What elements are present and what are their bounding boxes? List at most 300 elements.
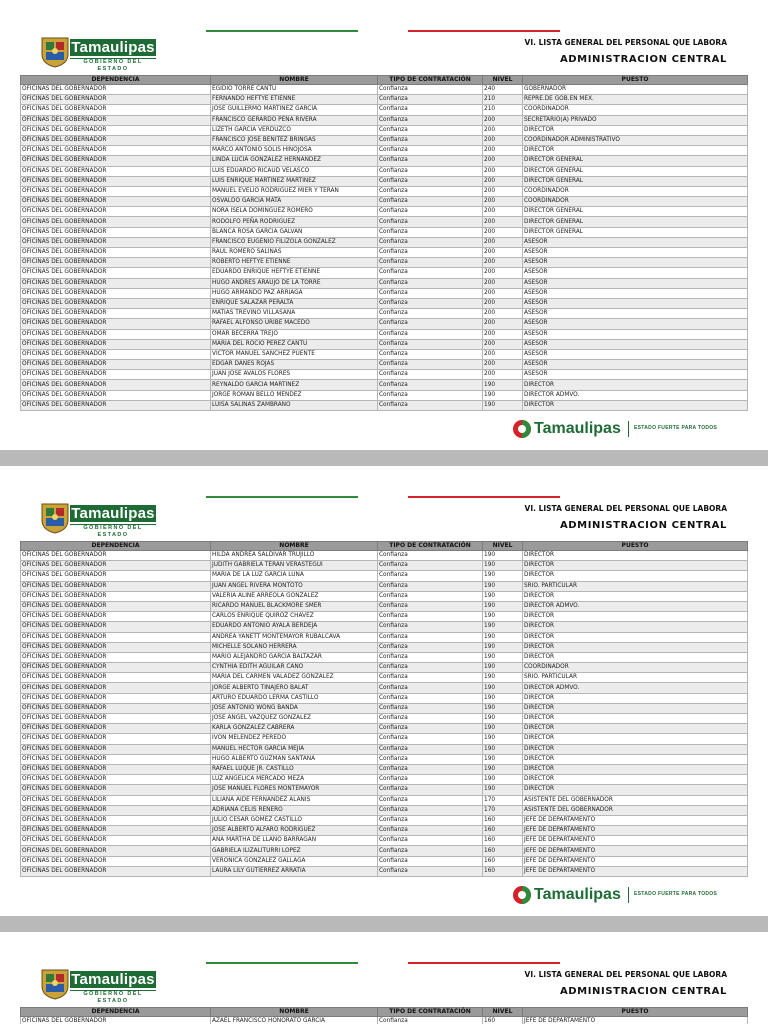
- cell-dependencia: OFICINAS DEL GOBERNADOR: [21, 85, 211, 95]
- cell-puesto: JEFE DE DEPARTAMENTO: [523, 826, 748, 836]
- cell-dependencia: OFICINAS DEL GOBERNADOR: [21, 176, 211, 186]
- table-header-row: [21, 76, 748, 85]
- col-header-tipo: TIPO DE CONTRATACIÓN: [378, 542, 483, 551]
- footer-tagline: ESTADO FUERTE PARA TODOS: [634, 425, 718, 431]
- cell-dependencia: OFICINAS DEL GOBERNADOR: [21, 370, 211, 380]
- cell-dependencia: OFICINAS DEL GOBERNADOR: [21, 693, 211, 703]
- cell-nivel: 190: [483, 754, 523, 764]
- cell-puesto: ASESOR: [523, 319, 748, 329]
- table-row: [21, 591, 748, 601]
- cell-puesto: ASESOR: [523, 298, 748, 308]
- cell-dependencia: OFICINAS DEL GOBERNADOR: [21, 826, 211, 836]
- cell-dependencia: OFICINAS DEL GOBERNADOR: [21, 612, 211, 622]
- cell-nombre: IVON MELENDEZ PEREDO: [211, 734, 378, 744]
- table-row: [21, 652, 748, 662]
- cell-nombre: FERNANDO HEFTYE ETIENNE: [211, 95, 378, 105]
- cell-nombre: LINDA LUCIA GONZALEZ HERNANDEZ: [211, 156, 378, 166]
- cell-puesto: DIRECTOR ADMVO.: [523, 601, 748, 611]
- cell-nivel: 190: [483, 612, 523, 622]
- tamaulipas-logo: [38, 36, 158, 70]
- cell-tipo: Confianza: [378, 1017, 483, 1024]
- table-row: [21, 714, 748, 724]
- cell-tipo: Confianza: [378, 642, 483, 652]
- cell-tipo: Confianza: [378, 370, 483, 380]
- cell-puesto: ASESOR: [523, 258, 748, 268]
- cell-tipo: Confianza: [378, 612, 483, 622]
- cell-nivel: 190: [483, 591, 523, 601]
- cell-dependencia: OFICINAS DEL GOBERNADOR: [21, 400, 211, 410]
- cell-nombre: LIZETH GARCIA VERDUZCO: [211, 125, 378, 135]
- cell-dependencia: OFICINAS DEL GOBERNADOR: [21, 775, 211, 785]
- cell-nombre: GABRIELA ILIZALITURRI LOPEZ: [211, 846, 378, 856]
- cell-tipo: Confianza: [378, 846, 483, 856]
- cell-tipo: Confianza: [378, 288, 483, 298]
- cell-puesto: COORDINADOR: [523, 105, 748, 115]
- table-row: [21, 734, 748, 744]
- cell-puesto: ASESOR: [523, 370, 748, 380]
- table-row: [21, 764, 748, 774]
- cell-tipo: Confianza: [378, 248, 483, 258]
- cell-tipo: Confianza: [378, 815, 483, 825]
- cell-nombre: MARIA DEL ROCIO PEREZ CANTU: [211, 339, 378, 349]
- cell-nombre: JORGE ALBERTO TINAJERO BALAT: [211, 683, 378, 693]
- table-row: [21, 1017, 748, 1024]
- brand-subtitle: GOBIERNO DEL ESTADO: [70, 524, 156, 532]
- cell-nivel: 190: [483, 693, 523, 703]
- footer-logo: [510, 418, 740, 442]
- table-row: [21, 197, 748, 207]
- cell-nombre: JULIO CESAR GOMEZ CASTILLO: [211, 815, 378, 825]
- cell-tipo: Confianza: [378, 125, 483, 135]
- cell-nivel: 160: [483, 866, 523, 876]
- cell-tipo: Confianza: [378, 360, 483, 370]
- cell-tipo: Confianza: [378, 714, 483, 724]
- cell-nivel: 190: [483, 683, 523, 693]
- cell-nombre: BLANCA ROSA GARCIA GALVAN: [211, 227, 378, 237]
- cell-nombre: ADRIANA CELIS RENERO: [211, 805, 378, 815]
- cell-dependencia: OFICINAS DEL GOBERNADOR: [21, 268, 211, 278]
- col-header-puesto: PUESTO: [523, 542, 748, 551]
- table-row: [21, 370, 748, 380]
- document-page-1: [0, 0, 768, 450]
- cell-puesto: SECRETARIO(A) PRIVADO: [523, 115, 748, 125]
- cell-nivel: 190: [483, 622, 523, 632]
- cell-nivel: 200: [483, 156, 523, 166]
- cell-nombre: RAFAEL ALFONSO URIBE MACEDO: [211, 319, 378, 329]
- table-row: [21, 703, 748, 713]
- table-row: [21, 693, 748, 703]
- col-header-dependencia: DEPENDENCIA: [21, 542, 211, 551]
- cell-dependencia: OFICINAS DEL GOBERNADOR: [21, 360, 211, 370]
- table-header-row: [21, 1008, 748, 1017]
- cell-nivel: 200: [483, 298, 523, 308]
- cell-puesto: DIRECTOR: [523, 744, 748, 754]
- table-row: [21, 390, 748, 400]
- brand-wordmark: Tamaulipas: [71, 39, 155, 56]
- cell-nivel: 200: [483, 197, 523, 207]
- cell-nivel: 190: [483, 380, 523, 390]
- cell-nivel: 200: [483, 207, 523, 217]
- cell-dependencia: OFICINAS DEL GOBERNADOR: [21, 248, 211, 258]
- cell-nombre: REYNALDO GARCIA MARTINEZ: [211, 380, 378, 390]
- table-row: [21, 339, 748, 349]
- cell-nombre: MARIO ALEJANDRO GARCIA BALTAZAR: [211, 652, 378, 662]
- personnel-table: [20, 75, 748, 411]
- cell-dependencia: OFICINAS DEL GOBERNADOR: [21, 217, 211, 227]
- cell-nivel: 190: [483, 703, 523, 713]
- cell-nombre: RICARDO MANUEL BLACKMORE SMER: [211, 601, 378, 611]
- green-stripe: [206, 496, 358, 498]
- cell-nombre: RAUL ROMERO SALINAS: [211, 248, 378, 258]
- cell-nombre: VERONICA GONZALEZ GALLAGA: [211, 856, 378, 866]
- table-row: [21, 95, 748, 105]
- cell-dependencia: OFICINAS DEL GOBERNADOR: [21, 349, 211, 359]
- col-header-nombre: NOMBRE: [211, 542, 378, 551]
- list-title: VI. LISTA GENERAL DEL PERSONAL QUE LABORA: [524, 970, 727, 979]
- cell-tipo: Confianza: [378, 207, 483, 217]
- cell-tipo: Confianza: [378, 703, 483, 713]
- cell-dependencia: OFICINAS DEL GOBERNADOR: [21, 734, 211, 744]
- brand-wordmark: Tamaulipas: [71, 971, 155, 988]
- list-title: VI. LISTA GENERAL DEL PERSONAL QUE LABORA: [524, 38, 727, 47]
- cell-tipo: Confianza: [378, 663, 483, 673]
- cell-nivel: 160: [483, 826, 523, 836]
- cell-nombre: JOSE MANUEL FLORES MONTEMAYOR: [211, 785, 378, 795]
- cell-nombre: JORGE ROMAN BELLO MENDEZ: [211, 390, 378, 400]
- col-header-nivel: NIVEL: [483, 76, 523, 85]
- table-row: [21, 785, 748, 795]
- coat-of-arms-icon: [40, 502, 70, 534]
- table-row: [21, 176, 748, 186]
- cell-nivel: 160: [483, 856, 523, 866]
- cell-tipo: Confianza: [378, 622, 483, 632]
- cell-nivel: 200: [483, 258, 523, 268]
- table-row: [21, 795, 748, 805]
- cell-tipo: Confianza: [378, 795, 483, 805]
- cell-puesto: ASESOR: [523, 248, 748, 258]
- cell-dependencia: OFICINAS DEL GOBERNADOR: [21, 622, 211, 632]
- cell-puesto: DIRECTOR: [523, 703, 748, 713]
- table-row: [21, 135, 748, 145]
- cell-nivel: 200: [483, 349, 523, 359]
- cell-nivel: 160: [483, 846, 523, 856]
- cell-nombre: JUDITH GABRIELA TERAN VERASTEGUI: [211, 561, 378, 571]
- cell-nivel: 190: [483, 764, 523, 774]
- table-header-row: [21, 542, 748, 551]
- cell-tipo: Confianza: [378, 156, 483, 166]
- cell-puesto: DIRECTOR GENERAL: [523, 227, 748, 237]
- cell-dependencia: OFICINAS DEL GOBERNADOR: [21, 237, 211, 247]
- cell-puesto: ASESOR: [523, 349, 748, 359]
- list-title: VI. LISTA GENERAL DEL PERSONAL QUE LABORA: [524, 504, 727, 513]
- cell-dependencia: OFICINAS DEL GOBERNADOR: [21, 591, 211, 601]
- cell-nombre: MANUEL EVELIO RODRIGUEZ MIER Y TERAN: [211, 186, 378, 196]
- cell-nombre: KARLA GONZALEZ CABRERA: [211, 724, 378, 734]
- cell-nombre: LUISA SALINAS ZAMBRANO: [211, 400, 378, 410]
- cell-nivel: 200: [483, 146, 523, 156]
- table-row: [21, 248, 748, 258]
- cell-nombre: FRANCISCO EUGENIO FILIZOLA GONZALEZ: [211, 237, 378, 247]
- cell-nombre: FRANCISCO GERARDO PEÑA RIVERA: [211, 115, 378, 125]
- cell-tipo: Confianza: [378, 551, 483, 561]
- cell-nivel: 200: [483, 166, 523, 176]
- cell-tipo: Confianza: [378, 339, 483, 349]
- cell-nivel: 190: [483, 663, 523, 673]
- cell-nivel: 200: [483, 309, 523, 319]
- cell-dependencia: OFICINAS DEL GOBERNADOR: [21, 703, 211, 713]
- cell-puesto: DIRECTOR: [523, 632, 748, 642]
- cell-tipo: Confianza: [378, 135, 483, 145]
- cell-dependencia: OFICINAS DEL GOBERNADOR: [21, 581, 211, 591]
- cell-tipo: Confianza: [378, 866, 483, 876]
- col-header-nombre: NOMBRE: [211, 1008, 378, 1017]
- cell-puesto: DIRECTOR: [523, 734, 748, 744]
- table-row: [21, 298, 748, 308]
- cell-nombre: EGIDIO TORRE CANTU: [211, 85, 378, 95]
- cell-tipo: Confianza: [378, 693, 483, 703]
- cell-puesto: JEFE DE DEPARTAMENTO: [523, 856, 748, 866]
- cell-nivel: 190: [483, 601, 523, 611]
- cell-dependencia: OFICINAS DEL GOBERNADOR: [21, 227, 211, 237]
- cell-nombre: LILIANA AIDE FERNANDEZ ALANIS: [211, 795, 378, 805]
- footer-divider: [628, 421, 629, 437]
- col-header-nivel: NIVEL: [483, 1008, 523, 1017]
- table-row: [21, 866, 748, 876]
- cell-dependencia: OFICINAS DEL GOBERNADOR: [21, 298, 211, 308]
- cell-puesto: DIRECTOR GENERAL: [523, 207, 748, 217]
- green-stripe: [206, 962, 358, 964]
- cell-tipo: Confianza: [378, 571, 483, 581]
- cell-nivel: 160: [483, 815, 523, 825]
- cell-nombre: LUIS EDUARDO RICAUD VELASCO: [211, 166, 378, 176]
- cell-tipo: Confianza: [378, 329, 483, 339]
- cell-nombre: VICTOR MANUEL SANCHEZ PUENTE: [211, 349, 378, 359]
- cell-tipo: Confianza: [378, 591, 483, 601]
- cell-puesto: DIRECTOR: [523, 571, 748, 581]
- cell-puesto: ASESOR: [523, 360, 748, 370]
- cell-dependencia: OFICINAS DEL GOBERNADOR: [21, 815, 211, 825]
- col-header-puesto: PUESTO: [523, 76, 748, 85]
- cell-nombre: MARCO ANTONIO SOLIS HINOJOSA: [211, 146, 378, 156]
- cell-puesto: DIRECTOR GENERAL: [523, 166, 748, 176]
- cell-nivel: 170: [483, 795, 523, 805]
- cell-nombre: HUGO ANDRES ARAUJO DE LA TORRE: [211, 278, 378, 288]
- cell-nivel: 200: [483, 125, 523, 135]
- cell-dependencia: OFICINAS DEL GOBERNADOR: [21, 1017, 211, 1024]
- table-row: [21, 856, 748, 866]
- cell-nombre: MARIA DE LA LUZ GARCIA LUNA: [211, 571, 378, 581]
- table-row: [21, 400, 748, 410]
- cell-dependencia: OFICINAS DEL GOBERNADOR: [21, 642, 211, 652]
- footer-divider: [628, 887, 629, 903]
- cell-dependencia: OFICINAS DEL GOBERNADOR: [21, 309, 211, 319]
- cell-puesto: DIRECTOR: [523, 724, 748, 734]
- cell-dependencia: OFICINAS DEL GOBERNADOR: [21, 156, 211, 166]
- table-row: [21, 237, 748, 247]
- cell-nivel: 190: [483, 551, 523, 561]
- cell-nombre: HUGO ALBERTO GUZMAN SANTANA: [211, 754, 378, 764]
- red-stripe: [408, 962, 560, 964]
- cell-nivel: 190: [483, 785, 523, 795]
- cell-dependencia: OFICINAS DEL GOBERNADOR: [21, 744, 211, 754]
- cell-tipo: Confianza: [378, 683, 483, 693]
- cell-nivel: 190: [483, 581, 523, 591]
- cell-nombre: AZAEL FRANCISCO HONORATO GARCIA: [211, 1017, 378, 1024]
- cell-nombre: LUZ ANGELICA MERCADO MEZA: [211, 775, 378, 785]
- cell-nivel: 190: [483, 642, 523, 652]
- cell-puesto: DIRECTOR: [523, 561, 748, 571]
- cell-nombre: JUAN JOSE AVALOS FLORES: [211, 370, 378, 380]
- cell-puesto: ASESOR: [523, 329, 748, 339]
- cell-puesto: COORDINADOR: [523, 663, 748, 673]
- cell-nombre: EDUARDO ENRIQUE HEFTYE ETIENNE: [211, 268, 378, 278]
- cell-tipo: Confianza: [378, 186, 483, 196]
- cell-tipo: Confianza: [378, 298, 483, 308]
- cell-puesto: JEFE DE DEPARTAMENTO: [523, 836, 748, 846]
- cell-dependencia: OFICINAS DEL GOBERNADOR: [21, 105, 211, 115]
- cell-nombre: MATIAS TREVIÑO VILLASANA: [211, 309, 378, 319]
- state-emblem-icon: [512, 885, 532, 905]
- cell-puesto: DIRECTOR: [523, 591, 748, 601]
- cell-tipo: Confianza: [378, 400, 483, 410]
- cell-tipo: Confianza: [378, 146, 483, 156]
- cell-nombre: ENRIQUE SALAZAR PERALTA: [211, 298, 378, 308]
- cell-puesto: DIRECTOR: [523, 693, 748, 703]
- cell-tipo: Confianza: [378, 227, 483, 237]
- cell-nombre: HUGO ARMANDO PAZ ARRIAGA: [211, 288, 378, 298]
- cell-puesto: ASISTENTE DEL GOBERNADOR: [523, 805, 748, 815]
- cell-tipo: Confianza: [378, 166, 483, 176]
- cell-nombre: MICHELLE SOLANO HERRERA: [211, 642, 378, 652]
- cell-puesto: ASESOR: [523, 309, 748, 319]
- section-title: ADMINISTRACION CENTRAL: [559, 54, 727, 65]
- table-row: [21, 309, 748, 319]
- table-row: [21, 836, 748, 846]
- cell-puesto: COORDINADOR ADMINISTRATIVO: [523, 135, 748, 145]
- cell-dependencia: OFICINAS DEL GOBERNADOR: [21, 652, 211, 662]
- cell-puesto: DIRECTOR: [523, 622, 748, 632]
- cell-puesto: DIRECTOR: [523, 714, 748, 724]
- cell-tipo: Confianza: [378, 856, 483, 866]
- cell-nivel: 210: [483, 95, 523, 105]
- cell-dependencia: OFICINAS DEL GOBERNADOR: [21, 724, 211, 734]
- cell-nivel: 190: [483, 724, 523, 734]
- table-row: [21, 622, 748, 632]
- cell-tipo: Confianza: [378, 724, 483, 734]
- footer-brand: Tamaulipas: [534, 420, 621, 437]
- cell-dependencia: OFICINAS DEL GOBERNADOR: [21, 795, 211, 805]
- cell-puesto: JEFE DE DEPARTAMENTO: [523, 1017, 748, 1024]
- cell-dependencia: OFICINAS DEL GOBERNADOR: [21, 115, 211, 125]
- cell-tipo: Confianza: [378, 836, 483, 846]
- tamaulipas-logo: [38, 502, 158, 536]
- cell-puesto: ASESOR: [523, 268, 748, 278]
- cell-nombre: FRANCISCO JOSE BENITEZ BRINGAS: [211, 135, 378, 145]
- cell-puesto: DIRECTOR: [523, 400, 748, 410]
- cell-nombre: JOSE ANTONIO WONG BANDA: [211, 703, 378, 713]
- cell-nombre: ANA MARTHA DE LLANO BARRAGAN: [211, 836, 378, 846]
- cell-dependencia: OFICINAS DEL GOBERNADOR: [21, 95, 211, 105]
- cell-dependencia: OFICINAS DEL GOBERNADOR: [21, 551, 211, 561]
- cell-nombre: VALERIA ALINE ARREOLA GONZALEZ: [211, 591, 378, 601]
- cell-dependencia: OFICINAS DEL GOBERNADOR: [21, 339, 211, 349]
- cell-nivel: 200: [483, 370, 523, 380]
- table-row: [21, 319, 748, 329]
- table-row: [21, 775, 748, 785]
- table-row: [21, 166, 748, 176]
- table-row: [21, 551, 748, 561]
- cell-puesto: ASESOR: [523, 278, 748, 288]
- table-row: [21, 642, 748, 652]
- cell-dependencia: OFICINAS DEL GOBERNADOR: [21, 632, 211, 642]
- cell-dependencia: OFICINAS DEL GOBERNADOR: [21, 856, 211, 866]
- cell-tipo: Confianza: [378, 237, 483, 247]
- red-stripe: [408, 30, 560, 32]
- cell-dependencia: OFICINAS DEL GOBERNADOR: [21, 836, 211, 846]
- cell-dependencia: OFICINAS DEL GOBERNADOR: [21, 146, 211, 156]
- cell-dependencia: OFICINAS DEL GOBERNADOR: [21, 380, 211, 390]
- cell-puesto: ASESOR: [523, 288, 748, 298]
- cell-puesto: DIRECTOR: [523, 125, 748, 135]
- cell-tipo: Confianza: [378, 278, 483, 288]
- cell-nombre: JUAN ANGEL RIVERA MONTOTO: [211, 581, 378, 591]
- footer-logo: [510, 884, 740, 908]
- cell-tipo: Confianza: [378, 652, 483, 662]
- cell-nombre: ROBERTO HEFTYE ETIENNE: [211, 258, 378, 268]
- section-title: ADMINISTRACION CENTRAL: [559, 520, 727, 531]
- table-row: [21, 278, 748, 288]
- cell-nombre: CARLOS ENRIQUE QUIROZ CHAVEZ: [211, 612, 378, 622]
- cell-puesto: DIRECTOR: [523, 642, 748, 652]
- cell-dependencia: OFICINAS DEL GOBERNADOR: [21, 601, 211, 611]
- cell-puesto: DIRECTOR GENERAL: [523, 217, 748, 227]
- cell-tipo: Confianza: [378, 115, 483, 125]
- cell-puesto: DIRECTOR: [523, 146, 748, 156]
- cell-nivel: 170: [483, 805, 523, 815]
- cell-nivel: 240: [483, 85, 523, 95]
- cell-puesto: DIRECTOR: [523, 785, 748, 795]
- cell-nivel: 190: [483, 673, 523, 683]
- cell-nivel: 160: [483, 836, 523, 846]
- cell-dependencia: OFICINAS DEL GOBERNADOR: [21, 683, 211, 693]
- cell-tipo: Confianza: [378, 826, 483, 836]
- cell-tipo: Confianza: [378, 561, 483, 571]
- cell-dependencia: OFICINAS DEL GOBERNADOR: [21, 805, 211, 815]
- cell-nombre: JOSE ANGEL VAZQUEZ GONZALEZ: [211, 714, 378, 724]
- cell-puesto: SRIO. PARTICULAR: [523, 581, 748, 591]
- state-emblem-icon: [512, 419, 532, 439]
- cell-tipo: Confianza: [378, 95, 483, 105]
- col-header-dependencia: DEPENDENCIA: [21, 1008, 211, 1017]
- table-row: [21, 754, 748, 764]
- cell-puesto: JEFE DE DEPARTAMENTO: [523, 866, 748, 876]
- cell-tipo: Confianza: [378, 744, 483, 754]
- cell-tipo: Confianza: [378, 581, 483, 591]
- cell-puesto: COORDINADOR: [523, 186, 748, 196]
- cell-nombre: MARIA DEL CARMEN VALADEZ GONZALEZ: [211, 673, 378, 683]
- cell-nivel: 190: [483, 400, 523, 410]
- green-stripe: [206, 30, 358, 32]
- cell-nombre: NORA ISELA DOMINGUEZ ROMERO: [211, 207, 378, 217]
- cell-nivel: 190: [483, 775, 523, 785]
- table-row: [21, 601, 748, 611]
- cell-dependencia: OFICINAS DEL GOBERNADOR: [21, 258, 211, 268]
- cell-nivel: 210: [483, 105, 523, 115]
- table-row: [21, 105, 748, 115]
- col-header-puesto: PUESTO: [523, 1008, 748, 1017]
- cell-tipo: Confianza: [378, 380, 483, 390]
- cell-nivel: 200: [483, 248, 523, 258]
